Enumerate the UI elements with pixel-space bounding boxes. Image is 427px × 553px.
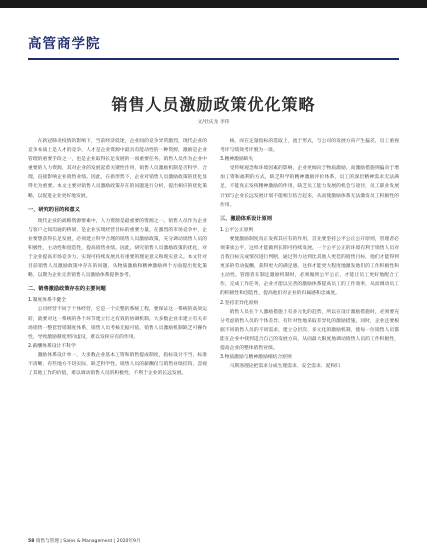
article-byline: 文/杜庆龙 李伟 bbox=[197, 120, 230, 125]
left-column bbox=[28, 137, 207, 378]
subsection-heading: 2.坚持差异化原则 bbox=[220, 300, 259, 306]
section-title: 高管商学院 bbox=[28, 36, 101, 52]
body-paragraph: 受传统观念和环境因素的影响，企业更倾向于物质激励，而激励措施则偏向于增加工资和福利的方式，缺乏科学的精神激励评价体系，员工的深层精神需求无法满足，不能真正发挥精神激励的作用，缺乏员工能力发展的机会与途径，员工职业发展计划与企业长远发展计划不能相互结合起来，从而使激励体系无法激发员工积极性的作用。 bbox=[220, 166, 399, 208]
subsection-heading: 1.公平公正原则 bbox=[220, 227, 254, 233]
section-rule bbox=[28, 58, 399, 60]
body-paragraph: 核，而在定量指标的选取上，流于形式，与公司的发展方向产生偏差，员工重视考评与绩效考评脱为一谈。 bbox=[220, 139, 399, 154]
page-footer bbox=[28, 538, 141, 544]
article-title: 销售人员激励政策优化策略 bbox=[111, 95, 316, 114]
page-number: 58 bbox=[28, 539, 35, 544]
subsection-heading: 2.薪酬体系设计不科学 bbox=[28, 343, 76, 349]
subsection-heading: 3.物质激励与精神激励相结合原则 bbox=[220, 355, 292, 361]
body-paragraph: 在新冠肺炎疫情的影响下，当前经济低迷，企业间的竞争异常激烈，现代企业的竞争本质上是人才的竞争，人才是企业资源中最具有能动性的一种资源，激励是企业管理的重要手段之一，也是企业取得长足发展的一项重要任务。销售人员作为企业中重要的人力资源，其对企业的发展起着关键性作用，销售人员激励机制是否科学、合理，直接影响企业销售业绩。因此，在新形势下，企业对销售人员激励政策的优化显得尤为重要。本文主要对销售人员激励政策存在的问题进行分析，提出相应的优化策略，以促进企业更好地发展。 bbox=[28, 139, 207, 199]
body-paragraph: 现代企业的战略资源要素中，人力资源是最重要的资源之一。销售人员作为企业与客户之间沟通的桥梁，是企业实现经营目标的重要力量。在激烈的市场竞争中，企业要想获得长足发展，必须建立科学合理的销售人员激励政策，充分调动销售人员的积极性、主动性和创造性，提高销售业绩。因此，研究销售人员激励政策的优化，对于企业提高市场竞争力、实现可持续发展具有重要的理论意义和现实意义。本文针对目前销售人员激励政策中存在的问题，从物质激励和精神激励两个方面提出优化策略，以期为企业完善销售人员激励体系提供参考。 bbox=[28, 218, 207, 279]
body-paragraph: 销售人员在个人激励措施上有多元化的趋势，所以在设计激励措施时，必须要充分考虑销售人员的个体差异，有针对性地采取差异化的激励措施。同时，企业还要根据不同销售人员的不同需求，建立分层次、多元化的激励机制，使每一位销售人员都能在企业中找到适合自己的发展方向，从而最大限度地调动销售人员的工作积极性，提高企业的整体销售业绩。 bbox=[220, 309, 399, 351]
top-bar bbox=[0, 0, 427, 8]
footer-text: 销售与管理 | Sales & Management | 2020年9月 bbox=[35, 539, 141, 544]
subsection-heading: 1.制度体系不健全 bbox=[28, 298, 67, 304]
section-header bbox=[28, 35, 399, 60]
body-paragraph: 激励体系设计单一，大多数企业基本工资和销售提成制度，指标设计不当，标准不清晰，有些地方不切实际，缺乏科学性。销售人员的薪酬仅与销售业绩挂钩，忽视了其他工作的价值，难以调动销售人员的积极性，不利于企业的长远发展。 bbox=[28, 352, 207, 377]
section-heading: 一、研究的目的和意义 bbox=[28, 206, 80, 213]
section-heading: 三、激励体系设计原则 bbox=[220, 215, 272, 222]
subsection-heading: 3.精神激励缺失 bbox=[220, 157, 254, 163]
right-column bbox=[220, 137, 399, 371]
body-paragraph: 公司经营不同于个体经营，它是一个完整的系统工程，要保证这一系统的高效运转，就要对这一系统的各个环节建立行之有效的协调机制。大多数企业未建立有关市场销售一整套营销制度体系，销售人员考核无据可依，销售人员激励机制缺乏可操作性，导致激励制度形同虚设，难以发挥应有的作用。 bbox=[28, 307, 207, 340]
section-heading: 二、销售激励政策存在的主要问题 bbox=[28, 286, 106, 293]
body-paragraph: 要使激励制度真正发挥其应有的作用，首先要坚持公平公正公开原则，管理者必须秉承公平，这样才能做到长期可持续发展。一个公平公正的环境有利于销售人员对自我目标完成情况进行判断，通过努力达到比其他人更佳的销售目标，他们才能得到更多的劳动报酬，获得更大的满足感，这样才能更大程度地激发他们的工作积极性和主动性。管理者在制定激励机制时，必须做到公平公正，才能让员工更好地配合工作，完成工作任务，企业才能以完善的激励体系提高员工的工作效率，从而调动员工的积极性和创造性，提高他们对企业的归属感和忠诚度。 bbox=[220, 236, 399, 297]
body-paragraph: 马斯洛理论把需求分成生理需求、安全需求、爱和归 bbox=[229, 364, 340, 370]
